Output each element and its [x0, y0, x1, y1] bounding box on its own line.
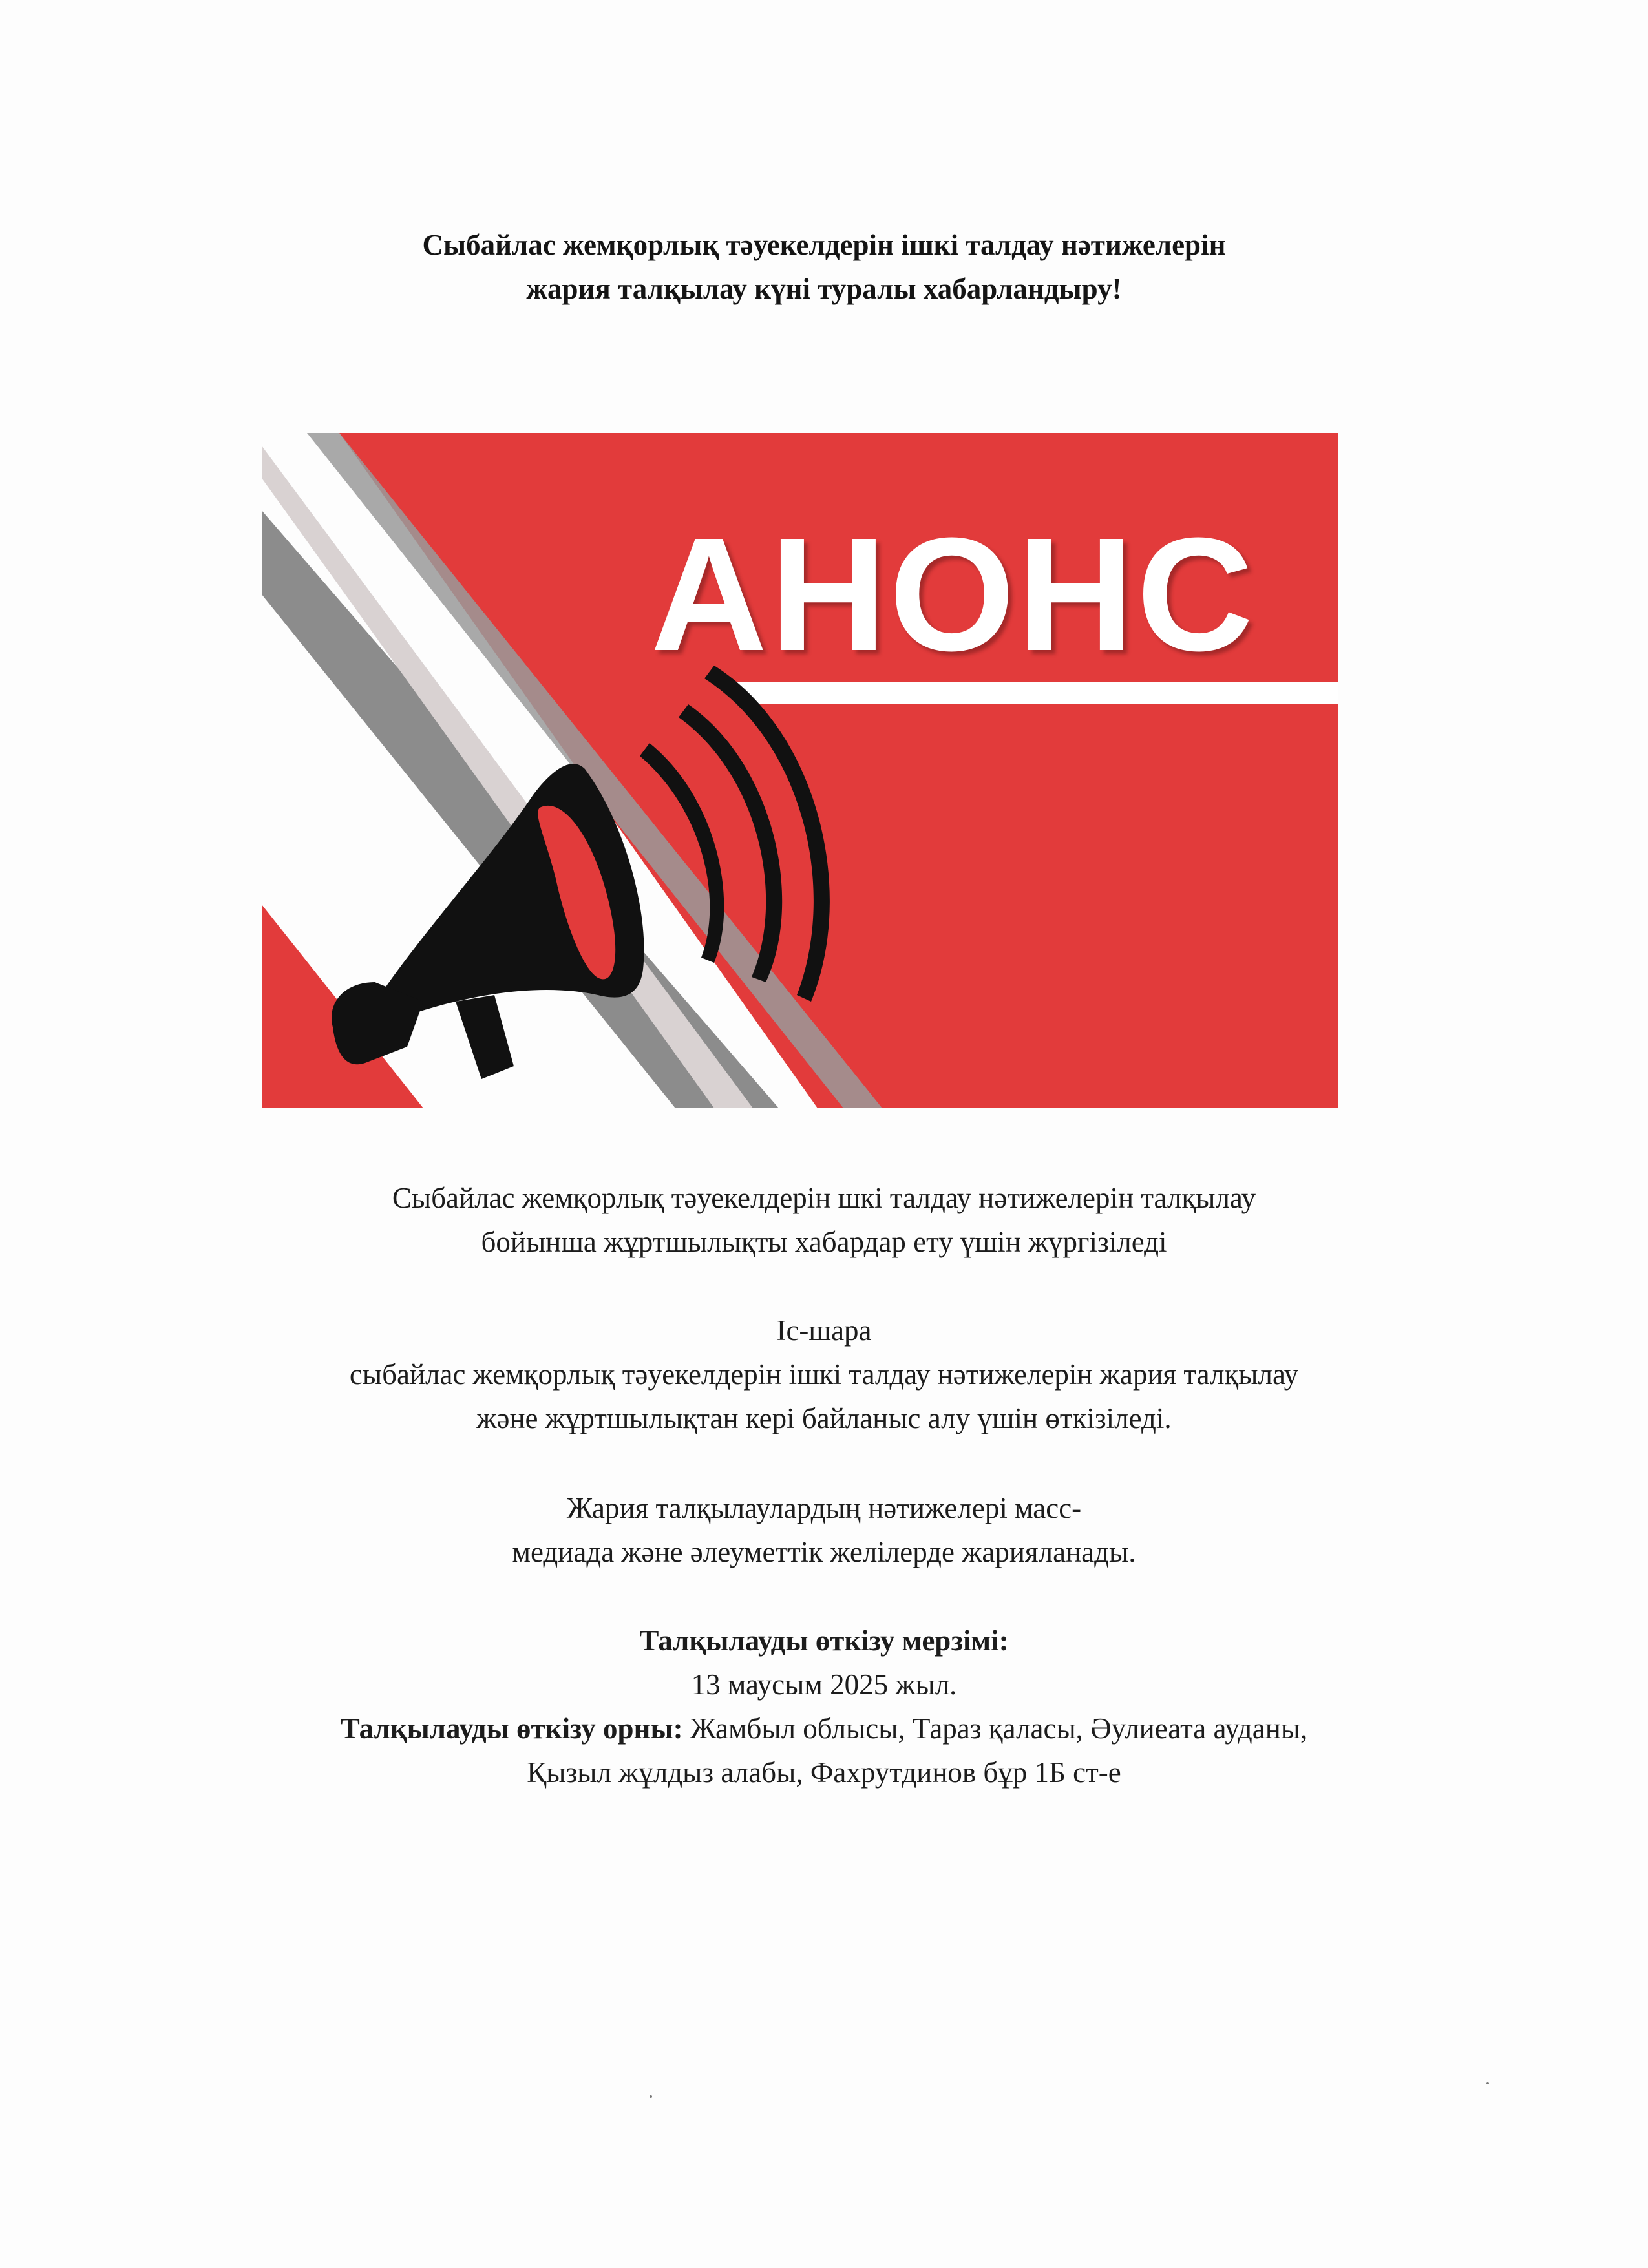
results-line-2: медиада және әлеуметтік желілерде жарияланады. [512, 1536, 1136, 1568]
announcement-heading [194, 223, 1454, 311]
event-paragraph [162, 1308, 1486, 1440]
scan-speck [1486, 2082, 1489, 2084]
intro-line-2: бойынша жұртшылықты хабардар ету үшін жүргізіледі [481, 1226, 1167, 1258]
place-value-line-2: Қызыл жұлдыз алабы, Фахрутдинов бұр 1Б ст-е [527, 1756, 1121, 1789]
place-value: Жамбыл облысы, Тараз қаласы, Әулиеата ауданы, [682, 1712, 1308, 1745]
announcement-banner [262, 433, 1338, 1108]
heading-line-2: жария талқылау күні туралы хабарландыру! [526, 273, 1122, 305]
event-line-3: және жұртшылықтан кері байланыс алу үшін өткізіледі. [476, 1402, 1172, 1434]
schedule-section [162, 1619, 1486, 1794]
results-paragraph [162, 1486, 1486, 1574]
date-label: Талқылауды өткізу мерзімі: [639, 1624, 1009, 1657]
place-label: Талқылауды өткізу орны: [340, 1712, 683, 1745]
scan-speck [650, 2095, 652, 2098]
intro-line-1: Сыбайлас жемқорлық тәуекелдерін шкі талдау нәтижелерін талқылау [392, 1182, 1256, 1214]
heading-line-1: Сыбайлас жемқорлық тәуекелдерін ішкі талдау нәтижелерін [422, 229, 1226, 261]
banner-divider [714, 682, 1338, 704]
event-line-1: Іс-шара [776, 1314, 872, 1347]
event-line-2: сыбайлас жемқорлық тәуекелдерін ішкі талдау нәтижелерін жария талқылау [349, 1358, 1299, 1391]
intro-paragraph [162, 1176, 1486, 1264]
date-value: 13 маусым 2025 жыл. [691, 1668, 957, 1701]
place-line [162, 1706, 1486, 1750]
banner-title: АНОНС [650, 504, 1256, 684]
results-line-1: Жария талқылаулардың нәтижелері масс- [566, 1492, 1082, 1524]
